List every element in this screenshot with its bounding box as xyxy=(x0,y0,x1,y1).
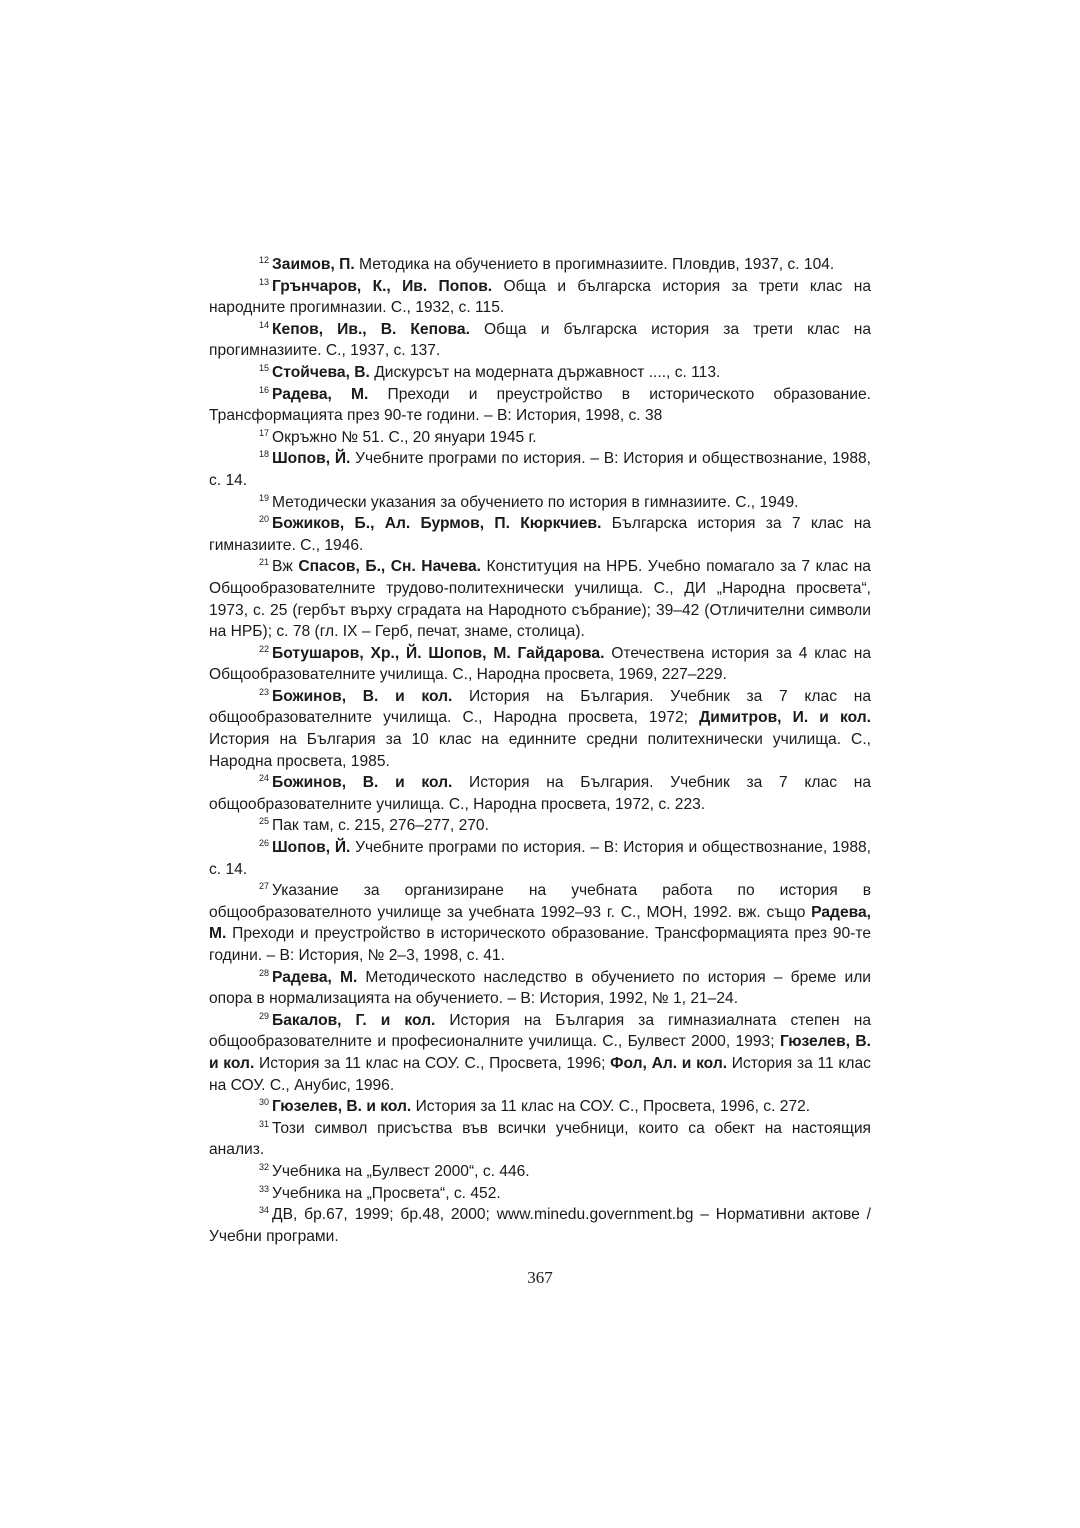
footnote-number: 16 xyxy=(259,384,270,395)
footnote-text: Учебника на „Просвета“, с. 452. xyxy=(272,1184,501,1202)
footnote-author: Ботушаров, Хр., Й. Шопов, М. Гайдарова. xyxy=(272,644,605,662)
footnote-29 xyxy=(209,1010,871,1096)
footnote-author: Божинов, В. и кол. xyxy=(272,774,453,792)
footnote-number: 24 xyxy=(259,773,270,784)
footnote-text: Окръжно № 51. С., 20 януари 1945 г. xyxy=(272,428,537,446)
footnote-17 xyxy=(209,427,871,449)
footnote-27 xyxy=(209,880,871,966)
footnote-21 xyxy=(209,556,871,642)
footnote-text: История за 11 клас на СОУ. С., Анубис, 1996. xyxy=(209,1054,871,1094)
footnote-24 xyxy=(209,772,871,815)
footnote-author: Димитров, И. и кол. xyxy=(699,709,871,727)
footnote-number: 17 xyxy=(259,427,270,438)
footnote-number: 23 xyxy=(259,686,270,697)
footnote-20 xyxy=(209,513,871,556)
footnote-text: Обща и българска история за трети клас на прогимназиите. С., 1937, с. 137. xyxy=(209,320,872,360)
footnote-author: Радева, М. xyxy=(209,903,871,943)
footnote-author: Радева, М. xyxy=(272,385,369,403)
footnote-text: История на България за гимназиалната степен на общообразователните и професионалните училища. С., Булвест 2000, 1993; xyxy=(209,1011,871,1051)
footnote-number: 21 xyxy=(259,557,270,568)
footnote-28 xyxy=(209,967,871,1010)
footnote-number: 28 xyxy=(259,967,270,978)
footnote-text: Българска история за 7 клас на гимназиите. С., 1946. xyxy=(209,515,871,554)
footnote-number: 12 xyxy=(259,255,270,265)
footnote-text: ДВ, бр.67, 1999; бр.48, 2000; www.minedu.government.bg – Нормативни актове / Учебни програми. xyxy=(209,1206,871,1245)
footnote-number: 32 xyxy=(259,1161,270,1172)
footnote-author: Кепов, Ив., В. Кепова. xyxy=(272,320,470,338)
footnote-author: Грънчаров, К., Ив. Попов. xyxy=(272,277,493,295)
footnote-text: Вж xyxy=(272,558,299,576)
footnote-number: 34 xyxy=(259,1205,270,1216)
footnote-18 xyxy=(209,448,871,491)
footnote-text: Пак там, с. 215, 276–277, 270. xyxy=(272,817,489,835)
footnote-number: 20 xyxy=(259,514,270,525)
footnote-13 xyxy=(209,276,871,319)
footnote-text: Дискурсът на модерната държавност ...., с. 113. xyxy=(369,363,721,381)
footnote-text: Отечествена история за 4 клас на Общообразователните училища. С., Народна просвета, 1969, 227–229. xyxy=(209,644,871,684)
footnote-23 xyxy=(209,686,871,772)
footnote-number: 27 xyxy=(259,881,270,892)
footnote-author: Шопов, Й. xyxy=(272,450,351,468)
footnote-text: Учебните програми по история. – В: История и обществознание, 1988, с. 14. xyxy=(209,839,871,878)
footnote-author: Гюзелев, В. и кол. xyxy=(272,1098,412,1116)
footnote-text: Този символ присъства във всички учебници, които са обект на настоящия анализ. xyxy=(209,1119,871,1159)
footnote-number: 25 xyxy=(259,816,270,827)
footnote-number: 29 xyxy=(259,1010,270,1021)
footnote-text: Преходи и преустройство в историческото образование. Трансформацията през 90-те години. – В: История, 1998, с. 38 xyxy=(209,385,872,425)
footnote-text: Методика на обучението в прогимназиите. Пловдив, 1937, с. 104. xyxy=(354,256,835,273)
footnote-number: 14 xyxy=(259,319,270,330)
footnote-text: Конституция на НРБ. Учебно помагало за 7 клас на Общообразователните трудово-политехнически училища. С., ДИ „Народна просвета“, 1973, с. 25 (гербът върху сградата на Народното събрание); 39–42 (Отличителни символи на НРБ); с. 78 (гл. IX – Герб, печат, знаме, столица). xyxy=(209,558,871,641)
footnote-15 xyxy=(209,362,871,384)
footnote-number: 18 xyxy=(259,449,270,460)
footnote-author: Бакалов, Г. и кол. xyxy=(272,1011,436,1029)
footnote-19 xyxy=(209,492,871,514)
footnote-author: Божиков, Б., Ал. Бурмов, П. Кюркчиев. xyxy=(272,515,602,533)
footnote-author: Фол, Ал. и кол. xyxy=(610,1054,728,1072)
footnote-author: Божинов, В. и кол. xyxy=(272,687,453,705)
footnote-text: История на България. Учебник за 7 клас на общообразователните училища. С., Народна просвета, 1972; xyxy=(209,687,871,727)
footnotes-list xyxy=(209,254,871,1247)
footnote-31 xyxy=(209,1118,871,1161)
footnote-text: История на България за 10 клас на единните средни политехнически училища. С., Народна просвета, 1985. xyxy=(209,731,871,770)
footnote-number: 26 xyxy=(259,838,270,849)
footnote-number: 13 xyxy=(259,276,270,287)
footnote-33 xyxy=(209,1183,871,1205)
footnote-text: История на България. Учебник за 7 клас на общообразователните училища. С., Народна просвета, 1972, с. 223. xyxy=(209,774,871,813)
footnote-32 xyxy=(209,1161,871,1183)
footnote-text: Учебните програми по история. – В: История и обществознание, 1988, с. 14. xyxy=(209,450,871,489)
footnote-text: Указание за организиране на учебната работа по история в общообразователното училище за учебната 1992–93 г. С., МОН, 1992. вж. също xyxy=(209,882,871,921)
footnote-30 xyxy=(209,1096,871,1118)
footnote-author: Заимов, П. xyxy=(272,256,355,273)
footnote-text: История за 11 клас на СОУ. С., Просвета, 1996; xyxy=(254,1054,611,1072)
footnote-number: 30 xyxy=(259,1097,270,1108)
footnote-author: Шопов, Й. xyxy=(272,839,351,857)
footnote-text: История за 11 клас на СОУ. С., Просвета, 1996, с. 272. xyxy=(411,1098,811,1116)
footnote-number: 22 xyxy=(259,643,270,654)
footnote-25 xyxy=(209,815,871,837)
footnote-22 xyxy=(209,643,871,686)
page-number: 367 xyxy=(527,1268,553,1287)
footnote-text: Методическото наследство в обучението по история – бреме или опора в нормализацията на обучението. – В: История, 1992, № 1, 21–24. xyxy=(209,968,871,1008)
footnote-text: Учебника на „Булвест 2000“, с. 446. xyxy=(272,1162,530,1180)
footnote-number: 15 xyxy=(259,362,270,373)
footnote-number: 31 xyxy=(259,1118,270,1129)
footnote-author: Спасов, Б., Сн. Начева. xyxy=(298,558,481,576)
footnote-author: Стойчева, В. xyxy=(272,363,370,381)
footnote-12 xyxy=(209,254,871,276)
footnote-14 xyxy=(209,319,871,362)
footnote-34 xyxy=(209,1204,871,1247)
footnote-number: 19 xyxy=(259,492,270,503)
footnote-author: Гюзелев, В. и кол. xyxy=(209,1033,871,1072)
footnote-text: Преходи и преустройство в историческото образование. Трансформацията през 90-те години. – В: История, № 2–3, 1998, с. 41. xyxy=(209,925,871,964)
footnote-text: Обща и българска история за трети клас на народните прогимназии. С., 1932, с. 115. xyxy=(209,277,872,317)
footnote-16 xyxy=(209,384,871,427)
footnote-number: 33 xyxy=(259,1183,270,1194)
footnote-author: Радева, М. xyxy=(272,968,358,986)
footnote-text: Методически указания за обучението по история в гимназиите. С., 1949. xyxy=(272,493,799,511)
footnote-26 xyxy=(209,837,871,880)
